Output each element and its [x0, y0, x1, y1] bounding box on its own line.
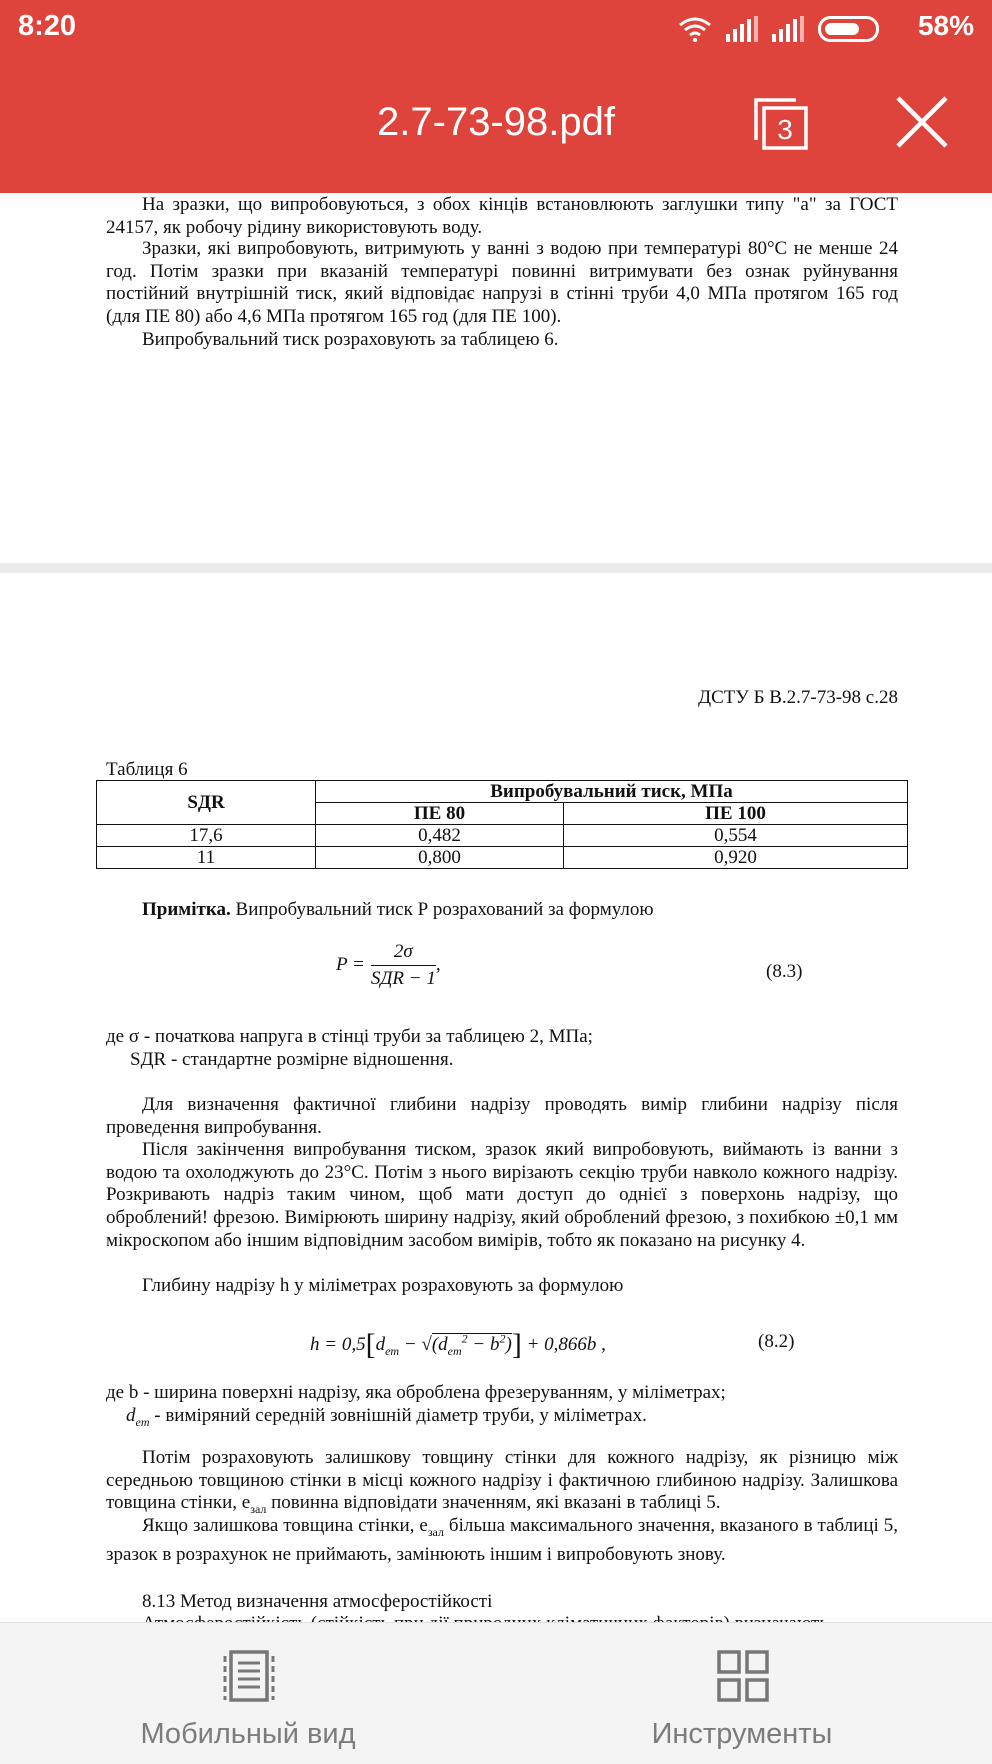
wifi-icon [678, 16, 712, 42]
formula-8-2: $h = 0,5[d_{em} - √(d_{em}^2 - b^2)] + 0,866b$ , [310, 1328, 606, 1361]
battery-icon [818, 16, 882, 42]
paragraph: Випробувальний тиск розраховують за таблицею 6. [142, 329, 559, 350]
paragraph: Потім розраховують залишкову товщину стінки для кожного надрізу, як різницю між середньою товщиною стінки в місці кожного надрізу і фактичною глибиною надрізу. Залишкова товщина стінки, $е_{зал}$ повинна відповідати значенням, які вказані в таблиці 5. [106, 1447, 898, 1517]
equation-number: (8.3) [766, 961, 803, 982]
table-cell: 17,6 [97, 825, 316, 847]
page-count: 3 [777, 114, 793, 145]
paragraph: Глибину надрізу h у міліметрах розраховують за формулою [142, 1275, 624, 1296]
close-button[interactable] [892, 90, 952, 152]
equation-number: (8.2) [758, 1331, 795, 1352]
note-text: Випробувальний тиск Р розрахований за формулою [230, 899, 654, 920]
status-bar [0, 0, 992, 56]
table-cell: 11 [97, 847, 316, 869]
mobile-view-label: Мобильный вид [140, 1718, 356, 1750]
status-time: 8:20 [18, 10, 77, 42]
grid-icon [717, 1648, 769, 1704]
formula-tail: , [435, 953, 441, 975]
formula-8-3 [336, 941, 441, 990]
formula-numerator: 2σ [371, 941, 436, 966]
paragraph: Для визначення фактичної глибини надрізу проводять вимір глибини надрізу після проведення випробування. [106, 1094, 898, 1138]
paragraph: Зразки, які випробовують, витримують у ванні з водою при температурі 80°С не менше 24 год. Потім зразки при вказаній температурі повинні витримувати без ознак руйнування постійний внутрішній тиск, який відповідає напрузі в стінні труби 4,0 МПа протягом 165 год (для ПЕ 80) або 4,6 МПа протягом 165 год (для ПЕ 100). [106, 238, 898, 328]
table-header-pe100: ПЕ 100 [564, 803, 908, 825]
note-paragraph [106, 899, 898, 922]
paragraph: Після закінчення випробування тиском, зразок який випробовують, виймають із ванни з водою та охолоджують до 23°С. Потім з нього вирізають секцію труби навколо кожного надрізу. Розкривають надріз таким чином, щоб мати доступ до однієї з поверхонь надрізу, що оброблений! фрезою. Вимірюють ширину надрізу, який оброблений фрезою, з похибкою ±0,1 мм мікроскопом або іншим відповідним засобом вимірів, тобто як показано на рисунку 4. [106, 1139, 898, 1251]
battery-percent: 58% [917, 10, 974, 41]
page-header: ДСТУ Б В.2.7-73-98 с.28 [698, 687, 898, 708]
pdf-page-2 [0, 573, 992, 1623]
mobile-view-button[interactable] [98, 1623, 398, 1764]
legend-line: де b - ширина поверхні надрізу, яка оброблена фрезеруванням, у міліметрах; [106, 1382, 726, 1403]
pressure-table [96, 780, 908, 869]
table-header-pressure: Випробувальний тиск, МПа [316, 781, 908, 803]
formula-legend [106, 1025, 593, 1071]
legend-line: де σ - початкова напруга в стінці труби за таблицею 2, МПа; [106, 1026, 593, 1047]
note-label: Примітка. [142, 899, 231, 920]
page-separator [0, 563, 992, 573]
status-icons [678, 14, 882, 42]
table-row [97, 825, 908, 847]
legend-line: $d_{em}$ - виміряний середній зовнішній діаметр труби, у міліметрах. [126, 1405, 647, 1429]
table-cell: 0,482 [316, 825, 564, 847]
pdf-page-1 [0, 193, 992, 565]
table-row [97, 847, 908, 869]
signal-icon-2 [772, 16, 804, 42]
bottom-toolbar [0, 1622, 992, 1764]
document-title: 2.7-73-98.pdf [377, 100, 615, 144]
pages-button[interactable] [752, 96, 810, 152]
paragraph: На зразки, що випробовуються, з обох кінців встановлюють заглушки типу "а" за ГОСТ 24157, як робочу рідину використовують воду. [106, 194, 898, 238]
formula-legend [106, 1381, 726, 1434]
tools-button[interactable] [592, 1623, 892, 1764]
formula-fraction [371, 941, 436, 990]
table-header-pe80: ПЕ 80 [316, 803, 564, 825]
table-cell: 0,800 [316, 847, 564, 869]
legend-line: SДR - стандартне розмірне відношення. [130, 1049, 454, 1070]
app-header [0, 0, 992, 193]
formula-denominator: SДR − 1 [370, 968, 436, 989]
section-heading: 8.13 Метод визначення атмосферостійкості [142, 1591, 493, 1612]
legend-symbol: $d_{em}$ [126, 1405, 150, 1429]
mobile-view-icon [223, 1648, 275, 1704]
formula-lhs: P = [336, 953, 365, 975]
table-cell: 0,554 [564, 825, 908, 847]
table-cell: 0,920 [564, 847, 908, 869]
table-caption: Таблиця 6 [106, 759, 188, 780]
signal-icon [726, 16, 758, 42]
table-header-sdr: SДR [97, 781, 316, 825]
tools-label: Инструменты [651, 1718, 833, 1750]
paragraph: Якщо залишкова товщина стінки, $е_{зал}$ більша максимального значення, вказаного в таблиці 5, зразок в розрахунок не приймають, замінюють іншим і випробовують знову. [106, 1515, 898, 1565]
